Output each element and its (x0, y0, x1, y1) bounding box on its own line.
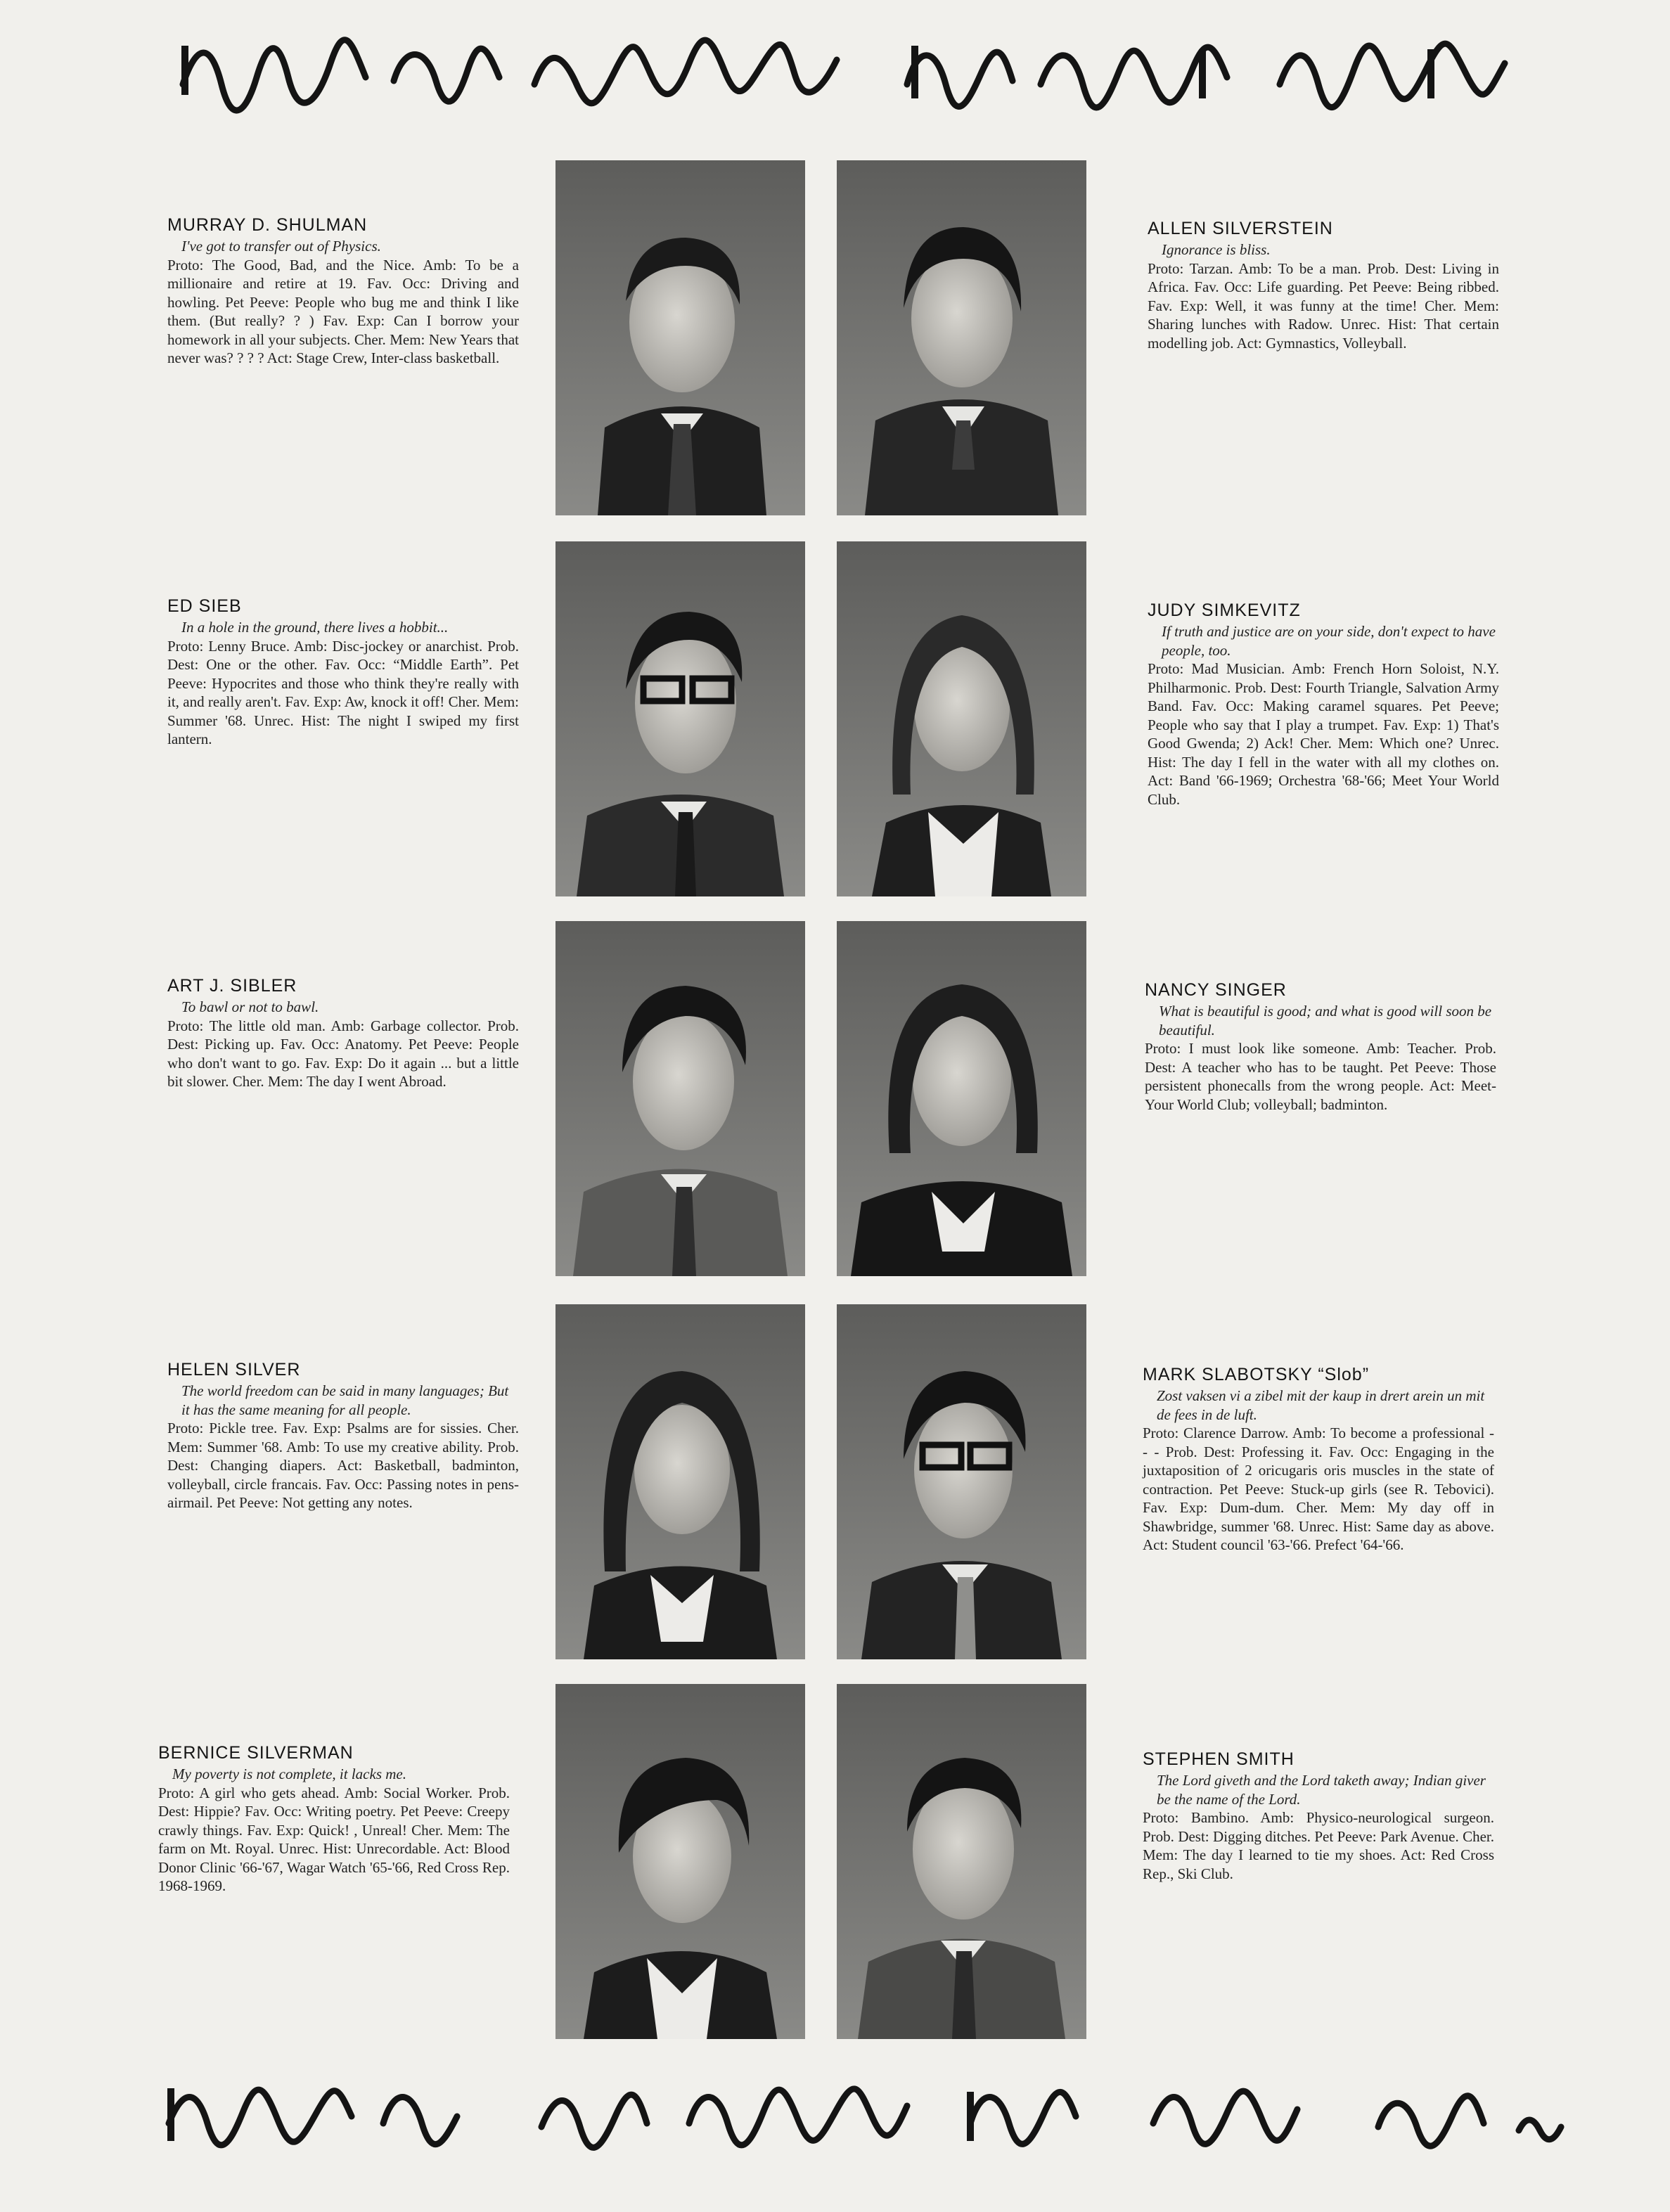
student-name: NANCY SINGER (1145, 980, 1287, 1000)
student-details: Proto: A girl who gets ahead. Amb: Social Worker. Prob. Dest: Hippie? Fav. Occ: Writing poetry. Pet Peeve: Creepy crawly things. Fav. Exp: Quick! , Unreal! Cher. Mem: The farm on Mt. Royal. Unrec. Hist: Unrecordable. Act: Blood Donor Clinic '66-'67, Wagar Watch '65-'66, Red Cross Rep. 1968-1969. (158, 1784, 510, 1894)
student-photo (837, 921, 1086, 1276)
student-quote: If truth and justice are on your side, don't expect to have people, too. (1162, 623, 1496, 659)
student-entry (1143, 1749, 1494, 1883)
portrait-art (555, 1684, 805, 2039)
student-details: Proto: I must look like someone. Amb: Teacher. Prob. Dest: A teacher who has to be taught. Pet Peeve: Those persistent phonecalls from the wrong people. Act: Meet-Your World Club; volleyball; badminton. (1145, 1040, 1496, 1113)
student-quote: The world freedom can be said in many languages; But it has the same meaning for all people. (181, 1382, 509, 1418)
student-photo (555, 160, 805, 515)
student-name: JUDY SIMKEVITZ (1148, 600, 1301, 620)
student-name: ALLEN SILVERSTEIN (1148, 219, 1333, 238)
portrait-art (555, 541, 805, 896)
header-script-banner (0, 18, 1670, 123)
student-quote: What is beautiful is good; and what is good will soon be beautiful. (1159, 1003, 1492, 1039)
student-photo (555, 921, 805, 1276)
student-entry (1148, 600, 1499, 809)
student-entry (167, 975, 519, 1091)
student-quote: I've got to transfer out of Physics. (181, 238, 381, 255)
footer-script-art (0, 2067, 1670, 2173)
student-name: MARK SLABOTSKY “Slob” (1143, 1365, 1370, 1384)
student-name: BERNICE SILVERMAN (158, 1743, 354, 1763)
student-quote: The Lord giveth and the Lord taketh away; Indian giver be the name of the Lord. (1157, 1772, 1486, 1808)
portrait-art (837, 921, 1086, 1276)
student-photo (555, 1304, 805, 1659)
student-name: ED SIEB (167, 596, 242, 616)
portrait-art (555, 921, 805, 1276)
student-details: Proto: Clarence Darrow. Amb: To become a professional - - - Prob. Dest: Professing it. Fav. Occ: Engaging in the juxtaposition of 2 oricugaris oris muscles in the state of contraction. Pet Peeve: Stuck-up girls (see R. Tebovici). Fav. Exp: Dum-dum. Cher. Mem: My day off in Shawbridge, summer '68. Unrec. Hist: Same day as above. Act: Student council '63-'66. Prefect '64-'66. (1143, 1425, 1494, 1553)
student-quote: Zost vaksen vi a zibel mit der kaup in drert arein un mit de fees in de luft. (1157, 1387, 1485, 1423)
student-photo (555, 541, 805, 896)
student-details: Proto: Bambino. Amb: Physico-neurological surgeon. Prob. Dest: Digging ditches. Pet Peeve: Park Avenue. Cher. Mem: The day I learned to tie my shoes. Act: Red Cross Rep., Ski Club. (1143, 1809, 1494, 1882)
student-quote: My poverty is not complete, it lacks me. (172, 1766, 406, 1782)
student-entry (1145, 979, 1496, 1114)
student-quote: Ignorance is bliss. (1162, 241, 1271, 258)
portrait-art (555, 160, 805, 515)
student-details: Proto: Pickle tree. Fav. Exp: Psalms are for sissies. Cher. Mem: Summer '68. Amb: To use my creative ability. Prob. Dest: Changing diapers. Act: Basketball, badminton, volleyball, circle francais. Fav. Occ: Passing notes in pens-airmail. Pet Peeve: Not getting any notes. (167, 1420, 519, 1511)
student-photo (837, 160, 1086, 515)
student-name: HELEN SILVER (167, 1360, 301, 1380)
footer-script-banner (0, 2067, 1670, 2173)
student-photo (837, 1304, 1086, 1659)
student-name: ART J. SIBLER (167, 976, 297, 996)
student-entry (167, 596, 519, 749)
student-quote: In a hole in the ground, there lives a hobbit... (181, 619, 449, 636)
student-name: MURRAY D. SHULMAN (167, 215, 368, 235)
student-entry (1148, 218, 1499, 352)
student-details: Proto: The Good, Bad, and the Nice. Amb: To be a millionaire and retire at 19. Fav. Occ: Driving and howling. Pet Peeve: People who bug me and think I like them. (But really? ? ) Fav. Exp: Can I borrow your homework in all your subjects. Cher. Mem: New Years that never was? ? ? ? Act: Stage Crew, Inter-class basketball. (167, 256, 519, 366)
student-photo (555, 1684, 805, 2039)
student-details: Proto: Mad Musician. Amb: French Horn Soloist, N.Y. Philharmonic. Prob. Dest: Fourth Triangle, Salvation Army Band. Fav. Occ: Making caramel squares. Pet Peeve; People who say that I play a trumpet. Fav. Exp: 1) That's Good Gwenda; 2) Ack! Cher. Mem: Which one? Unrec. Hist: The day I fell in the water with all my clothes on. Act: Band '66-1969; Orchestra '68-'66; Meet Your World Club. (1148, 660, 1499, 808)
portrait-art (837, 541, 1086, 896)
student-entry (167, 214, 519, 368)
student-details: Proto: Tarzan. Amb: To be a man. Prob. Dest: Living in Africa. Fav. Occ: Life guarding. Pet Peeve: Being ribbed. Fav. Exp: Well, it was funny at the time! Cher. Mem: Sharing lunches with Radow. Unrec. Hist: That certain modelling job. Act: Gymnastics, Volleyball. (1148, 259, 1499, 352)
student-photo (837, 541, 1086, 896)
portrait-art (837, 1684, 1086, 2039)
portrait-art (555, 1304, 805, 1659)
student-details: Proto: Lenny Bruce. Amb: Disc-jockey or anarchist. Prob. Dest: One or the other. Fav. Occ: “Middle Earth”. Pet Peeve: Hypocrites and those who think they're really with it, and really aren't. Fav. Exp: Aw, knock it off! Cher. Mem: Summer '68. Unrec. Hist: The night I swiped my first lantern. (167, 637, 519, 747)
student-name: STEPHEN SMITH (1143, 1749, 1295, 1769)
student-entry (158, 1742, 510, 1896)
student-photo (837, 1684, 1086, 2039)
student-quote: To bawl or not to bawl. (181, 998, 319, 1015)
portrait-art (837, 160, 1086, 515)
header-script-art (0, 18, 1670, 123)
portrait-art (837, 1304, 1086, 1659)
student-entry (1143, 1364, 1494, 1555)
student-entry (167, 1359, 519, 1512)
student-details: Proto: The little old man. Amb: Garbage collector. Prob. Dest: Picking up. Fav. Occ: Anatomy. Pet Peeve: People who don't want to go. Fav. Exp: Do it again ... but a little bit slower. Cher. Mem: The day I went Abroad. (167, 1017, 519, 1090)
